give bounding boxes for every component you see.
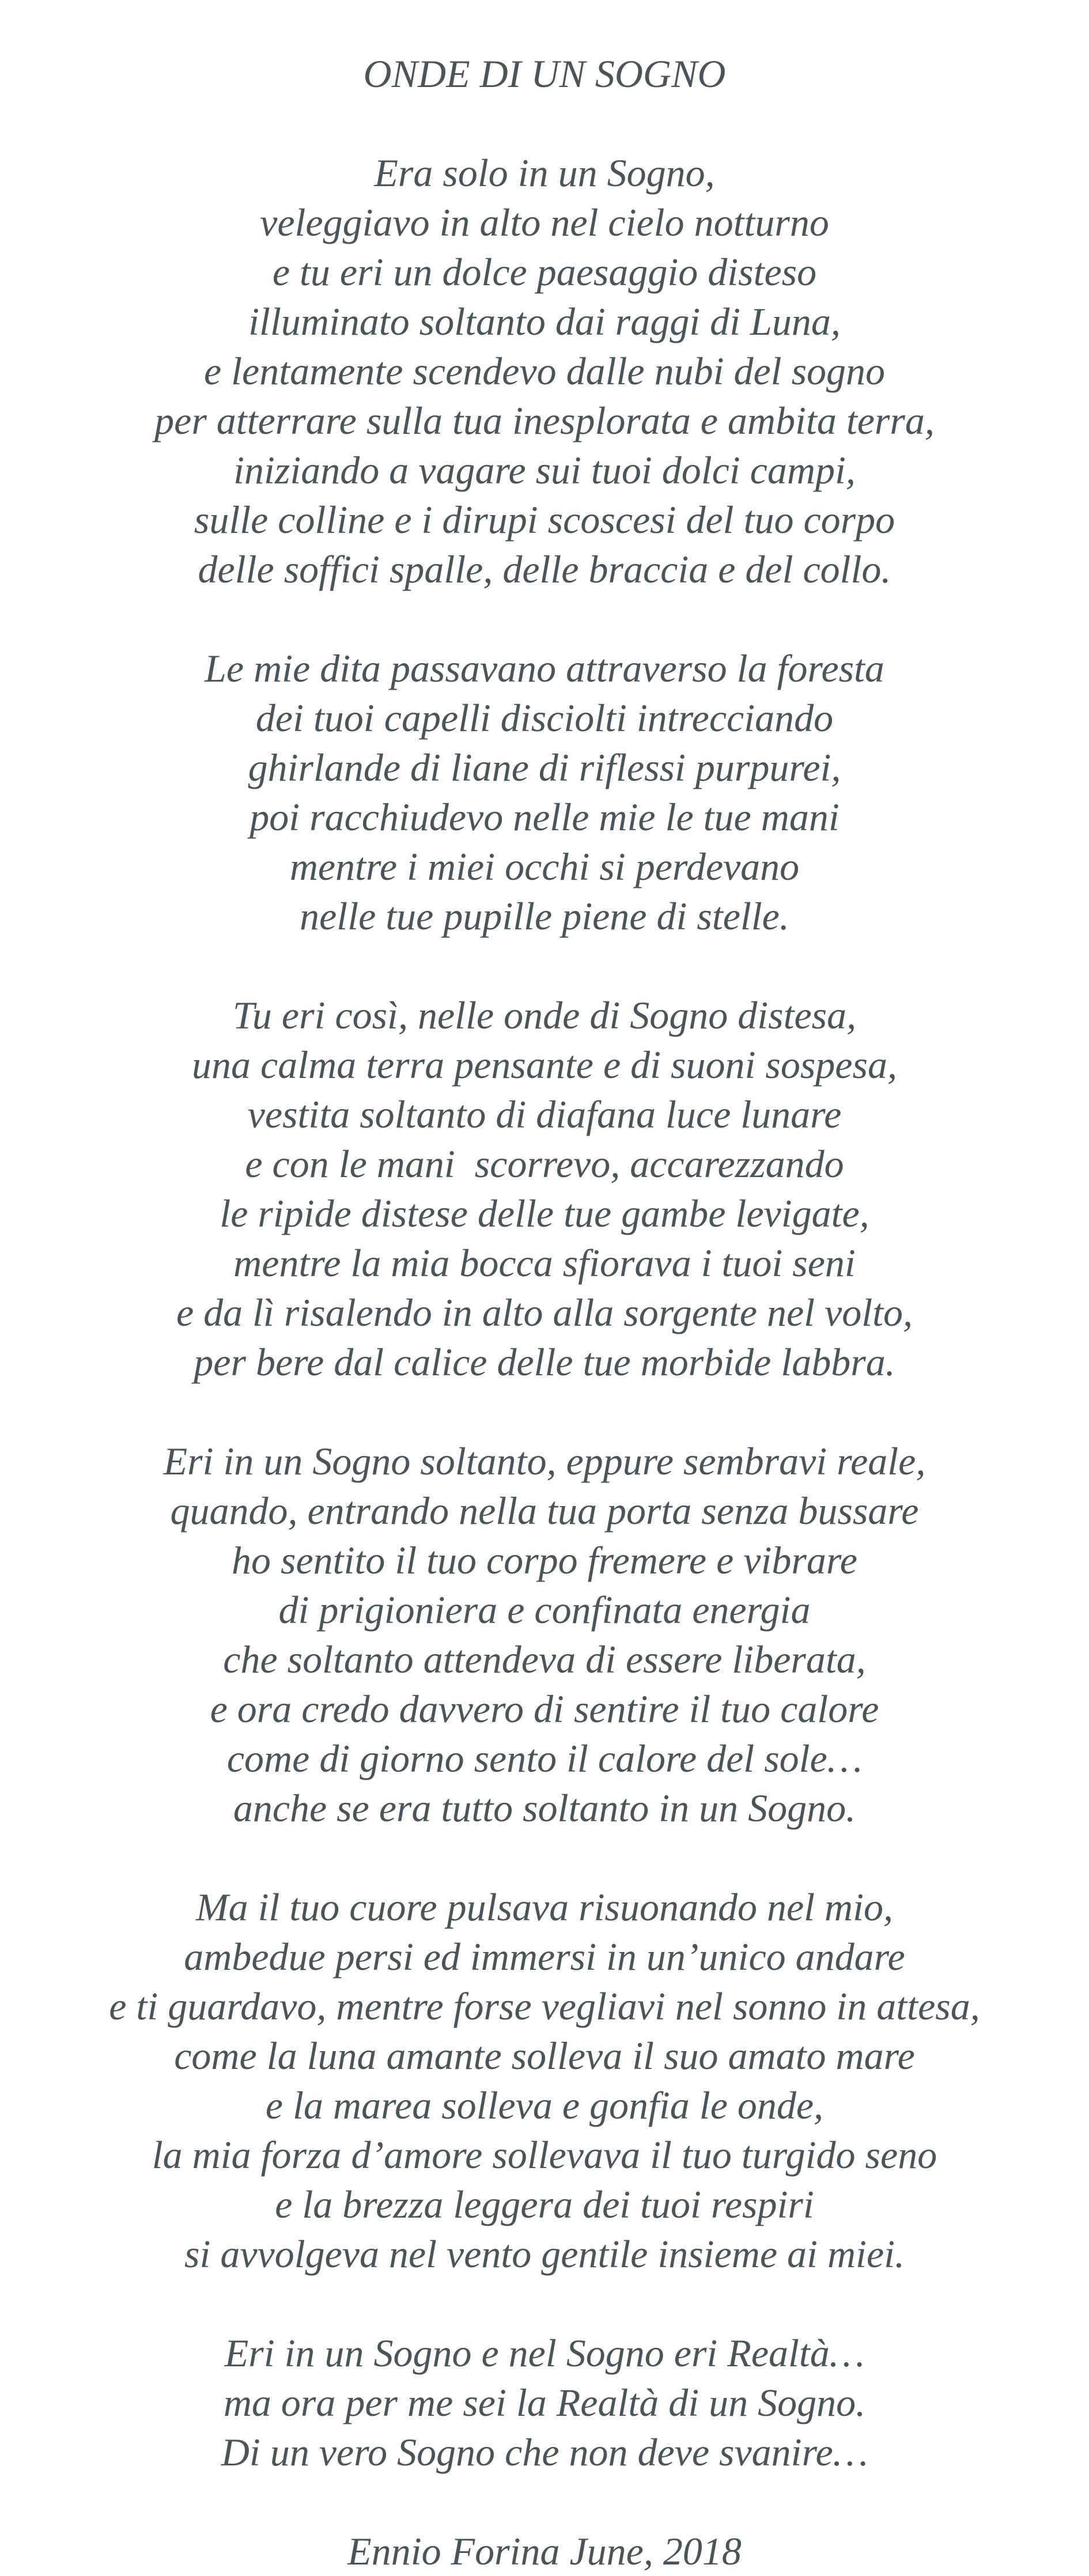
poem-line: veleggiavo in alto nel cielo notturno: [260, 201, 829, 244]
poem-line: nelle tue pupille piene di stelle.: [300, 894, 789, 938]
poem-line: quando, entrando nella tua porta senza bussare: [170, 1489, 919, 1533]
stanza-gap: [0, 1833, 1089, 1882]
poem-line: Eri in un Sogno soltanto, eppure sembravi reale,: [163, 1439, 926, 1483]
stanza-gap: [0, 99, 1089, 148]
poem-line: ghirlande di liane di riflessi purpurei,: [248, 746, 841, 789]
poem-line: per bere dal calice delle tue morbide labbra.: [194, 1340, 895, 1384]
stanza-gap: [0, 1387, 1089, 1436]
poem-line: le ripide distese delle tue gambe levigate,: [220, 1191, 869, 1235]
stanza: [0, 2328, 1089, 2477]
poem-line: come di giorno sento il calore del sole…: [226, 1737, 863, 1780]
poem-line: e la marea solleva e gonfia le onde,: [265, 2083, 824, 2127]
stanza: [0, 990, 1089, 1387]
stanza: [0, 1436, 1089, 1833]
poem-line: Ma il tuo cuore pulsava risuonando nel mio,: [195, 1885, 894, 1929]
poem-line: vestita soltanto di diafana luce lunare: [247, 1092, 842, 1136]
poem-line: ho sentito il tuo corpo fremere e vibrare: [232, 1538, 857, 1582]
poem-line: Era solo in un Sogno,: [374, 151, 715, 195]
stanza-gap: [0, 2477, 1089, 2526]
poem-line: e ora credo davvero di sentire il tuo calore: [210, 1687, 879, 1731]
poem-line: la mia forza d’amore sollevava il tuo turgido seno: [152, 2133, 937, 2177]
poem-line: iniziando a vagare sui tuoi dolci campi,: [233, 448, 856, 492]
poem-line: e ti guardavo, mentre forse vegliavi nel sonno in attesa,: [109, 1984, 980, 2028]
poem-line: Di un vero Sogno che non deve svanire…: [221, 2430, 868, 2474]
stanza-gap: [0, 941, 1089, 990]
poem-line: dei tuoi capelli disciolti intrecciando: [255, 696, 834, 740]
stanza: [0, 148, 1089, 594]
poem-line: Tu eri così, nelle onde di Sogno distesa,: [232, 993, 857, 1037]
poem-line: di prigioniera e confinata energia: [278, 1588, 811, 1632]
poem-line: mentre i miei occhi si perdevano: [289, 845, 800, 888]
poem-line: ma ora per me sei la Realtà di un Sogno.: [223, 2381, 866, 2424]
poem-line: Eri in un Sogno e nel Sogno eri Realtà…: [224, 2331, 865, 2375]
poem-line: si avvolgeva nel vento gentile insieme ai miei.: [184, 2232, 905, 2276]
poem-line: e da lì risalendo in alto alla sorgente nel volto,: [176, 1291, 913, 1334]
stanza-gap: [0, 594, 1089, 644]
poem-line: ambedue persi ed immersi in un’unico andare: [184, 1935, 905, 1979]
poem-line: e lentamente scendevo dalle nubi del sogno: [203, 349, 886, 393]
stanza-gap: [0, 2279, 1089, 2328]
stanzas: [0, 148, 1089, 2526]
stanza: [0, 1882, 1089, 2279]
poem-line: una calma terra pensante e di suoni sospesa,: [192, 1043, 897, 1087]
stanza: [0, 644, 1089, 941]
poem-line: come la luna amante solleva il suo amato mare: [174, 2034, 915, 2078]
poem-line: per atterrare sulla tua inesplorata e ambita terra,: [154, 399, 935, 442]
poem-line: delle soffici spalle, delle braccia e del collo.: [198, 547, 891, 591]
signature: Ennio Forina June, 2018: [347, 2529, 742, 2573]
poem-line: e tu eri un dolce paesaggio disteso: [272, 250, 817, 294]
poem-line: e la brezza leggera dei tuoi respiri: [275, 2182, 814, 2226]
poem-line: illuminato soltanto dai raggi di Luna,: [248, 300, 841, 343]
poem-line: mentre la mia bocca sfiorava i tuoi seni: [233, 1241, 856, 1285]
poem-line: poi racchiudevo nelle mie le tue mani: [249, 795, 840, 839]
poem-line: e con le mani scorrevo, accarezzando: [245, 1142, 844, 1186]
poem-line: Le mie dita passavano attraverso la foresta: [205, 646, 884, 690]
poem-line: anche se era tutto soltanto in un Sogno.: [233, 1786, 856, 1830]
poem-line: che soltanto attendeva di essere liberata,: [223, 1637, 866, 1681]
poem-line: sulle colline e i dirupi scoscesi del tuo corpo: [194, 498, 895, 542]
poem-title: ONDE DI UN SOGNO: [363, 52, 726, 96]
